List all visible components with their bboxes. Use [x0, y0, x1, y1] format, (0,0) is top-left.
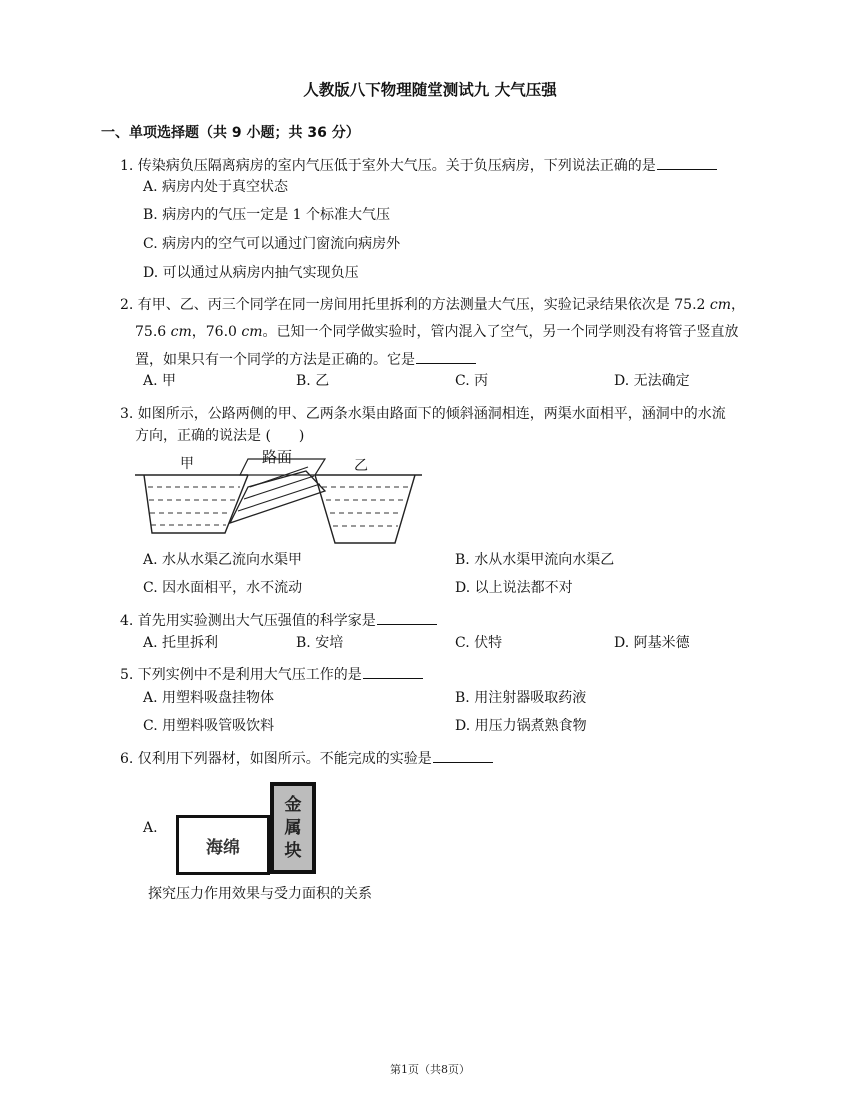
q5-option-c: C. 用塑料吸管吸饮料 [143, 718, 275, 734]
question-2-stem-line3 [135, 349, 476, 370]
sponge-label: 海绵 [206, 837, 240, 858]
q3-option-b: B. 水从水渠甲流向水渠乙 [455, 552, 615, 568]
q2-option-d: D. 无法确定 [614, 373, 690, 389]
metal-label-3: 块 [284, 840, 302, 861]
q3-line2-end: ) [298, 428, 305, 444]
q5-option-a: A. 用塑料吸盘挂物体 [143, 690, 275, 706]
q6-option-a-label: A. [143, 820, 158, 836]
page-title: 人教版八下物理随堂测试九 大气压强 [303, 81, 557, 99]
q2-option-b: B. 乙 [296, 373, 330, 389]
question-1-text: 1. 传染病负压隔离病房的室内气压低于室外大气压。关于负压病房，下列说法正确的是 [120, 158, 656, 174]
q4-option-b: B. 安培 [296, 635, 344, 651]
question-6-stem [120, 748, 493, 769]
q3-option-d: D. 以上说法都不对 [455, 580, 573, 596]
answer-blank [657, 155, 717, 170]
q2-option-c: C. 丙 [455, 373, 489, 389]
question-2-stem-line1 [120, 295, 745, 315]
metal-label-2: 属 [284, 817, 302, 838]
figure-label-road: 路面 [262, 448, 293, 466]
q2-unit: cm [170, 324, 192, 340]
q1-option-d: D. 可以通过从病房内抽气实现负压 [143, 265, 359, 281]
question-5-text: 5. 下列实例中不是利用大气压工作的是 [120, 667, 362, 683]
question-5-stem [120, 664, 423, 685]
q2-line2-c: 。已知一个同学做实验时，管内混入了空气，另一个同学则没有将管子竖直放 [262, 324, 739, 340]
q2-line2-a: 75.6 [135, 324, 171, 340]
section-heading: 一、单项选择题（共 9 小题；共 36 分） [101, 125, 360, 141]
metal-block [270, 782, 316, 874]
figure-label-jia: 甲 [180, 456, 194, 472]
q4-option-a: A. 托里拆利 [143, 635, 219, 651]
q2-line1-end: ， [731, 297, 746, 313]
q2-line2-b: ，76.0 [191, 324, 242, 340]
q2-line1-text: 2. 有甲、乙、丙三个同学在同一房间用托里拆利的方法测量大气压，实验记录结果依次是 75.2 [120, 297, 710, 313]
q3-option-c: C. 因水面相平，水不流动 [143, 580, 303, 596]
answer-blank [377, 610, 437, 625]
q5-option-b: B. 用注射器吸取药液 [455, 690, 587, 706]
q4-option-c: C. 伏特 [455, 635, 503, 651]
q5-option-d: D. 用压力锅煮熟食物 [455, 718, 587, 734]
question-6-text: 6. 仅利用下列器材，如图所示。不能完成的实验是 [120, 751, 432, 767]
question-1-stem [120, 155, 717, 176]
q1-option-b: B. 病房内的气压一定是 1 个标准大气压 [143, 207, 390, 223]
answer-blank [416, 349, 476, 364]
question-4-text: 4. 首先用实验测出大气压强值的科学家是 [120, 613, 376, 629]
q2-unit: cm [241, 324, 263, 340]
page-footer: 第1页（共8页） [390, 1063, 470, 1076]
answer-blank [433, 748, 493, 763]
q4-option-d: D. 阿基米德 [614, 635, 690, 651]
q6-option-a-text: 探究压力作用效果与受力面积的关系 [148, 886, 372, 902]
question-2-stem-line2 [135, 322, 739, 342]
q2-option-a: A. 甲 [143, 373, 177, 389]
q1-option-a: A. 病房内处于真空状态 [143, 179, 289, 195]
question-4-stem [120, 610, 437, 631]
question-3-stem-line1: 3. 如图所示，公路两侧的甲、乙两条水渠由路面下的倾斜涵洞相连，两渠水面相平，涵洞中的水流 [120, 406, 726, 422]
sponge-block [176, 815, 270, 875]
figure-label-yi: 乙 [354, 458, 368, 474]
q2-unit: cm [709, 297, 732, 313]
q2-line3-text: 置，如果只有一个同学的方法是正确的。它是 [135, 352, 415, 368]
metal-label-1: 金 [284, 794, 302, 815]
q1-option-c: C. 病房内的空气可以通过门窗流向病房外 [143, 236, 401, 252]
answer-blank [363, 664, 423, 679]
q3-line2-text: 方向，正确的说法是 ( [135, 428, 271, 444]
q3-option-a: A. 水从水渠乙流向水渠甲 [143, 552, 303, 568]
